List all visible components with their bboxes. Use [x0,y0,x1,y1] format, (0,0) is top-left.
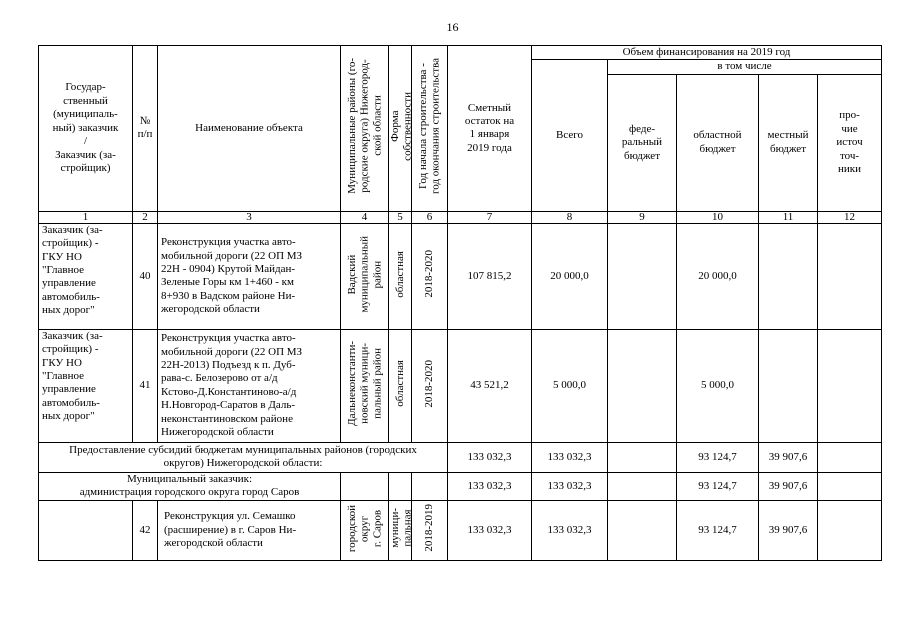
row-local: 39 907,6 [759,500,818,560]
header-federal: феде- ральный бюджет [608,74,677,211]
header-object-name: Наименование объекта [158,46,341,212]
row-number: 41 [133,329,158,442]
row-district [341,329,389,442]
table-row [39,500,882,560]
row-federal [608,329,677,442]
row-estimate: 43 521,2 [448,329,532,442]
row-other [818,223,882,329]
municipal-empty-cell [341,472,389,500]
subsidy-summary-row [39,442,882,472]
row-total: 5 000,0 [532,329,608,442]
row-years-text: 2018-2020 [423,250,436,298]
row-number: 42 [133,500,158,560]
row-estimate: 107 815,2 [448,223,532,329]
column-number: 6 [412,211,448,223]
row-ownership-text: муници- пальная [389,508,414,548]
subsidy-estimate: 133 032,3 [448,442,532,472]
row-ownership-text: областная [393,250,406,298]
column-number: 12 [818,211,882,223]
row-regional: 20 000,0 [677,223,759,329]
municipal-empty-cell [412,472,448,500]
municipal-empty-cell [389,472,412,500]
municipal-other [818,472,882,500]
row-years-text: 2018-2020 [423,359,436,408]
column-number: 10 [677,211,759,223]
municipal-customer-row [39,472,882,500]
column-number: 2 [133,211,158,223]
header-districts [341,46,389,212]
row-ownership [389,500,412,560]
row-federal [608,223,677,329]
row-years-text: 2018-2019 [423,504,436,552]
municipal-total: 133 032,3 [532,472,608,500]
column-number: 5 [389,211,412,223]
subsidy-local: 39 907,6 [759,442,818,472]
row-district [341,223,389,329]
row-local [759,329,818,442]
row-customer: Заказчик (за- стройщик) - ГКУ НО "Главное управление автомобиль- ных дорог" [39,223,133,329]
header-including: в том числе [608,60,882,74]
row-object: Реконструкция ул. Семашко (расширение) в г. Саров Ни- жегородской области [158,500,341,560]
column-number: 1 [39,211,133,223]
column-number: 11 [759,211,818,223]
row-years [412,223,448,329]
subsidy-federal [608,442,677,472]
page-number: 16 [446,20,459,34]
row-total: 20 000,0 [532,223,608,329]
header-other: про- чие источ точ- ники [818,74,882,211]
subsidy-other [818,442,882,472]
header-local: местный бюджет [759,74,818,211]
column-numbers-row [39,211,882,223]
subsidy-label: Предоставление субсидий бюджетам муниципальных районов (городских округов) Нижегородской области: [39,442,448,472]
row-local [759,223,818,329]
table-row [39,329,882,442]
header-estimate: Сметный остаток на 1 января 2019 года [448,46,532,212]
municipal-customer-label: Муниципальный заказчик: администрация городского округа город Саров [39,472,341,500]
row-other [818,329,882,442]
row-object: Реконструкция участка авто- мобильной дороги (22 ОП МЗ 22Н - 0904) Крутой Майдан- Зеленые Горы км 1+460 - км 8+930 в Вадском районе Ни- жегородской области [158,223,341,329]
column-number: 9 [608,211,677,223]
row-ownership [389,329,412,442]
header-years-text: Год начала строительства - год окончания строительства [416,58,442,195]
header-regional: областной бюджет [677,74,759,211]
header-ownership-text: Форма собственности [389,91,414,161]
header-no: № п/п [133,46,158,212]
row-years [412,500,448,560]
row-regional: 93 124,7 [677,500,759,560]
row-district-text: городской округ г. Саров [345,504,383,552]
financing-table [38,45,882,561]
row-estimate: 133 032,3 [448,500,532,560]
header-districts-text: Муниципальные районы (го- родские округа) Нижегород- ской области [345,58,383,195]
row-years [412,329,448,442]
municipal-federal [608,472,677,500]
row-customer [39,500,133,560]
row-number: 40 [133,223,158,329]
row-object: Реконструкция участка авто- мобильной дороги (22 ОП МЗ 22Н-2013) Подъезд к п. Дуб- рава-с. Белозерово от а/д Кстово-Д.Константиново-а/д Н.Новгород-Саратов в Даль- неконстантиновском районе Нижегородской области [158,329,341,442]
header-ownership [389,46,412,212]
header-financing-title: Объем финансирования на 2019 год [532,46,882,60]
row-other [818,500,882,560]
header-customer: Государ- ственный (муниципаль- ный) заказчик / Заказчик (за- стройщик) [39,46,133,212]
column-number: 3 [158,211,341,223]
municipal-local: 39 907,6 [759,472,818,500]
row-regional: 5 000,0 [677,329,759,442]
row-district-text: Дальнеконстанти- новский муници- пальный район [345,341,383,427]
column-number: 7 [448,211,532,223]
row-customer: Заказчик (за- стройщик) - ГКУ НО "Главное управление автомобиль- ных дорог" [39,329,133,442]
row-total: 133 032,3 [532,500,608,560]
subsidy-regional: 93 124,7 [677,442,759,472]
row-district [341,500,389,560]
header-years [412,46,448,212]
municipal-estimate: 133 032,3 [448,472,532,500]
subsidy-total: 133 032,3 [532,442,608,472]
row-ownership [389,223,412,329]
row-ownership-text: областная [393,360,406,407]
row-federal [608,500,677,560]
column-number: 8 [532,211,608,223]
table-row [39,223,882,329]
municipal-regional: 93 124,7 [677,472,759,500]
header-total: Всего [532,60,608,211]
row-district-text: Вадский муниципальный район [345,235,383,313]
column-number: 4 [341,211,389,223]
